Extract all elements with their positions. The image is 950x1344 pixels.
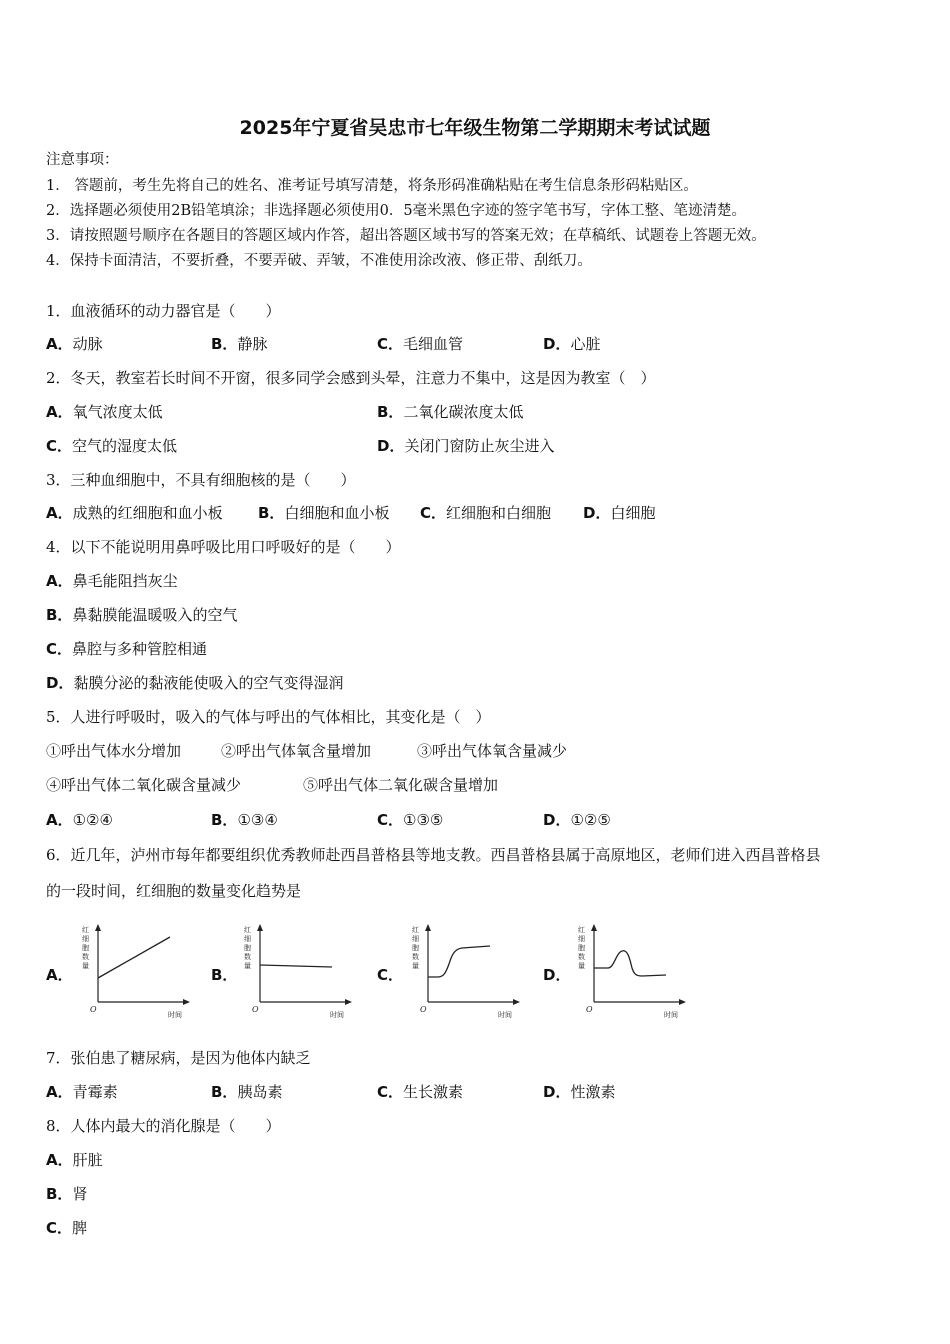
origin-label: O (420, 1005, 427, 1014)
question-3-option-d: D．白细胞 (583, 504, 656, 522)
page-title: 2025年宁夏省吴忠市七年级生物第二学期期末考试试题 (239, 117, 711, 139)
question-5-option-a: A．①②④ (46, 811, 113, 829)
question-7-option-c: C．生长激素 (377, 1083, 464, 1101)
question-8-option-b: B．肾 (46, 1185, 88, 1203)
option-letter: D． (543, 335, 571, 353)
question-5-option-b: B．①③④ (211, 811, 278, 829)
option-text: 心脏 (570, 335, 601, 353)
option-text: 毛细血管 (403, 335, 464, 353)
y-label-char: 胞 (412, 944, 419, 952)
y-label-char: 胞 (82, 944, 89, 952)
option-text: 静脉 (237, 335, 268, 353)
question-5-statement: ②呼出气体氧含量增加 (221, 742, 372, 760)
option-letter: A． (46, 335, 73, 353)
question-8-stem: 8．人体内最大的消化腺是（ ） (46, 1117, 281, 1135)
notes-heading: 注意事项： (46, 152, 119, 168)
question-4-option-d: D．黏膜分泌的黏液能使吸入的空气变得湿润 (46, 674, 344, 692)
y-label-char: 量 (82, 962, 89, 970)
option-letter: C． (377, 335, 404, 353)
question-5-stem: 5．人进行呼吸时，吸入的气体与呼出的气体相比，其变化是（ ） (46, 708, 491, 726)
origin-label: O (586, 1005, 593, 1014)
y-label-char: 胞 (244, 944, 251, 952)
question-5-option-d: D．①②⑤ (543, 811, 611, 829)
trend-line (98, 937, 170, 978)
question-3-option-c: C．红细胞和白细胞 (420, 504, 552, 522)
question-7-option-b: B．胰岛素 (211, 1083, 283, 1101)
question-7-option-a: A．青霉素 (46, 1083, 118, 1101)
note-item: 3．请按照题号顺序在各题目的答题区域内作答，超出答题区域书写的答案无效；在草稿纸、试题卷上答题无效。 (46, 228, 766, 244)
question-8-option-c: C．脾 (46, 1219, 88, 1237)
x-label: 时间 (168, 1011, 182, 1019)
question-6-option-d-letter: D． (543, 966, 571, 984)
question-2-option-d: D．关闭门窗防止灰尘进入 (377, 437, 555, 455)
question-2-option-a: A．氧气浓度太低 (46, 403, 163, 421)
graph-b (240, 920, 355, 1020)
question-6-stem: 6．近几年，泸州市每年都要组织优秀教师赴西昌普格县等地支教。西昌普格县属于高原地区，老师们进入西昌普格县 (46, 846, 821, 864)
question-8-option-a: A．肝脏 (46, 1151, 103, 1169)
question-5-option-c: C．①③⑤ (377, 811, 444, 829)
origin-label: O (90, 1005, 97, 1014)
x-label: 时间 (330, 1011, 344, 1019)
y-label-char: 细 (244, 935, 251, 943)
y-label-char: 红 (244, 926, 251, 934)
y-label-char: 胞 (578, 944, 585, 952)
trend-line (260, 965, 332, 967)
question-2-option-c: C．空气的湿度太低 (46, 437, 178, 455)
y-label-char: 数 (412, 953, 419, 961)
y-label-char: 数 (578, 953, 585, 961)
y-label-char: 量 (578, 962, 585, 970)
y-label-char: 红 (82, 926, 89, 934)
y-label-char: 量 (244, 962, 251, 970)
question-6-option-a-letter: A． (46, 966, 73, 984)
note-item: 2．选择题必须使用2B铅笔填涂；非选择题必须使用0．5毫米黑色字迹的签字笔书写，字体工整、笔迹清楚。 (46, 203, 747, 219)
note-item: 4．保持卡面清洁，不要折叠，不要弄破、弄皱，不准使用涂改液、修正带、刮纸刀。 (46, 253, 592, 269)
question-2-option-b: B．二氧化碳浓度太低 (377, 403, 524, 421)
question-2-stem: 2．冬天，教室若长时间不开窗，很多同学会感到头晕，注意力不集中，这是因为教室（ ） (46, 369, 656, 387)
question-3-option-b: B．白细胞和血小板 (258, 504, 390, 522)
question-6-option-b-letter: B． (211, 966, 238, 984)
question-6-option-c-letter: C． (377, 966, 404, 984)
y-label-char: 数 (82, 953, 89, 961)
y-label-char: 细 (412, 935, 419, 943)
option-text: 动脉 (72, 335, 103, 353)
question-6-stem-cont: 的一段时间，红细胞的数量变化趋势是 (46, 882, 302, 900)
graph-d (574, 920, 689, 1020)
x-label: 时间 (664, 1011, 678, 1019)
y-label-char: 红 (412, 926, 419, 934)
question-4-option-a: A．鼻毛能阻挡灰尘 (46, 572, 178, 590)
question-4-option-b: B．鼻黏膜能温暖吸入的空气 (46, 606, 238, 624)
origin-label: O (252, 1005, 259, 1014)
y-label-char: 数 (244, 953, 251, 961)
question-1-stem: 1．血液循环的动力器官是（ ） (46, 302, 281, 320)
question-4-option-c: C．鼻腔与多种管腔相通 (46, 640, 208, 658)
y-label-char: 细 (82, 935, 89, 943)
y-label-char: 红 (578, 926, 585, 934)
question-7-option-d: D．性激素 (543, 1083, 616, 1101)
question-5-statement: ⑤呼出气体二氧化碳含量增加 (303, 776, 499, 794)
question-5-statement: ④呼出气体二氧化碳含量减少 (46, 776, 242, 794)
y-label-char: 量 (412, 962, 419, 970)
x-label: 时间 (498, 1011, 512, 1019)
trend-line (428, 946, 490, 977)
trend-line (594, 951, 666, 976)
question-3-stem: 3．三种血细胞中，不具有细胞核的是（ ） (46, 471, 356, 489)
option-letter: B． (211, 335, 238, 353)
question-4-stem: 4．以下不能说明用鼻呼吸比用口呼吸好的是（ ） (46, 538, 401, 556)
graph-c (408, 920, 523, 1020)
question-3-option-a: A．成熟的红细胞和血小板 (46, 504, 223, 522)
note-item: 1． 答题前，考生先将自己的姓名、准考证号填写清楚，将条形码准确粘贴在考生信息条形码粘贴区。 (46, 178, 698, 194)
question-7-stem: 7．张伯患了糖尿病，是因为他体内缺乏 (46, 1049, 311, 1067)
y-label-char: 细 (578, 935, 585, 943)
question-5-statement: ①呼出气体水分增加 (46, 742, 182, 760)
graph-a (78, 920, 193, 1020)
question-5-statement: ③呼出气体氧含量减少 (417, 742, 568, 760)
